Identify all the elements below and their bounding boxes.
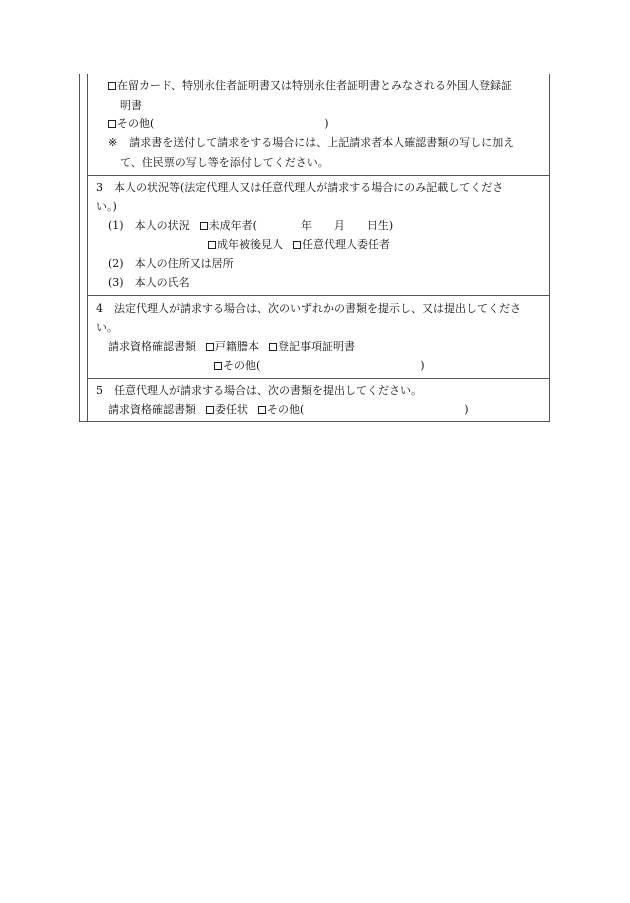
note-text-2: て、住民票の写し等を添付してください。	[120, 156, 329, 169]
checkbox-minor[interactable]	[200, 222, 208, 230]
year-label: 年	[300, 219, 312, 232]
section-divider	[88, 175, 550, 176]
checkbox-proxy[interactable]	[206, 406, 214, 414]
section4-docs	[108, 341, 355, 352]
section3-item3: (3) 本人の氏名	[108, 276, 190, 289]
note-mark: ※	[108, 136, 118, 149]
inner-left-rule	[87, 74, 88, 422]
other-proxy-doc-label: その他(	[267, 403, 305, 416]
section3-item2: (2) 本人の住所又は居所	[108, 257, 234, 270]
section5-docs	[108, 404, 469, 415]
checkbox-other-doc[interactable]	[214, 362, 222, 370]
residence-card-label-cont: 明書	[120, 99, 142, 112]
section3-item1	[108, 220, 393, 231]
checkbox-agent-principal[interactable]	[293, 241, 301, 249]
section3-item1-options	[208, 239, 390, 250]
agent-principal-label: 任意代理人委任者	[302, 238, 390, 251]
note-text-1: 請求書を送付して請求をする場合には、上記請求者本人確認書類の写しに加え	[129, 136, 515, 149]
checkbox-registry[interactable]	[269, 343, 277, 351]
checkbox-koseki[interactable]	[206, 343, 214, 351]
other-doc-label: その他(	[223, 359, 261, 372]
section-divider	[88, 295, 550, 296]
registry-label: 登記事項証明書	[278, 340, 355, 353]
section4-other	[214, 360, 425, 371]
checkbox-icon[interactable]	[108, 120, 116, 128]
other-doc-close: )	[420, 359, 425, 372]
section3-heading-cont: い。)	[96, 200, 117, 213]
checkbox-icon[interactable]	[108, 82, 116, 90]
born-label: 日生)	[366, 219, 394, 232]
month-label: 月	[333, 219, 345, 232]
section4-heading: 4 法定代理人が請求する場合は、次のいずれかの書類を提示し、又は提出してくださ	[96, 302, 521, 315]
note-line-1	[108, 137, 514, 148]
residence-card-label: 在留カード、特別永住者証明書又は特別永住者証明書とみなされる外国人登録証	[117, 79, 513, 92]
section3-heading: 3 本人の状況等(法定代理人又は任意代理人が請求する場合にのみ記載してくださ	[96, 181, 504, 194]
checkbox-residence-card[interactable]	[108, 80, 512, 91]
doc-label: 請求資格確認書類	[108, 340, 196, 353]
other-id-close: )	[324, 117, 329, 130]
other-id-label: その他(	[117, 117, 155, 130]
minor-label: 未成年者(	[208, 219, 257, 232]
checkbox-other-id[interactable]	[108, 118, 329, 129]
section5-heading: 5 任意代理人が請求する場合は、次の書類を提出してください。	[96, 384, 422, 397]
section-divider	[88, 378, 550, 379]
guardian-label: 成年被後見人	[217, 238, 283, 251]
checkbox-guardian[interactable]	[208, 241, 216, 249]
other-proxy-doc-close: )	[464, 403, 469, 416]
section4-heading-cont: い。	[96, 321, 118, 334]
checkbox-other-proxy-doc[interactable]	[258, 406, 266, 414]
proxy-label: 委任状	[215, 403, 248, 416]
koseki-label: 戸籍謄本	[215, 340, 259, 353]
doc-label: 請求資格確認書類	[108, 403, 196, 416]
item1-label: (1) 本人の状況	[108, 219, 190, 232]
